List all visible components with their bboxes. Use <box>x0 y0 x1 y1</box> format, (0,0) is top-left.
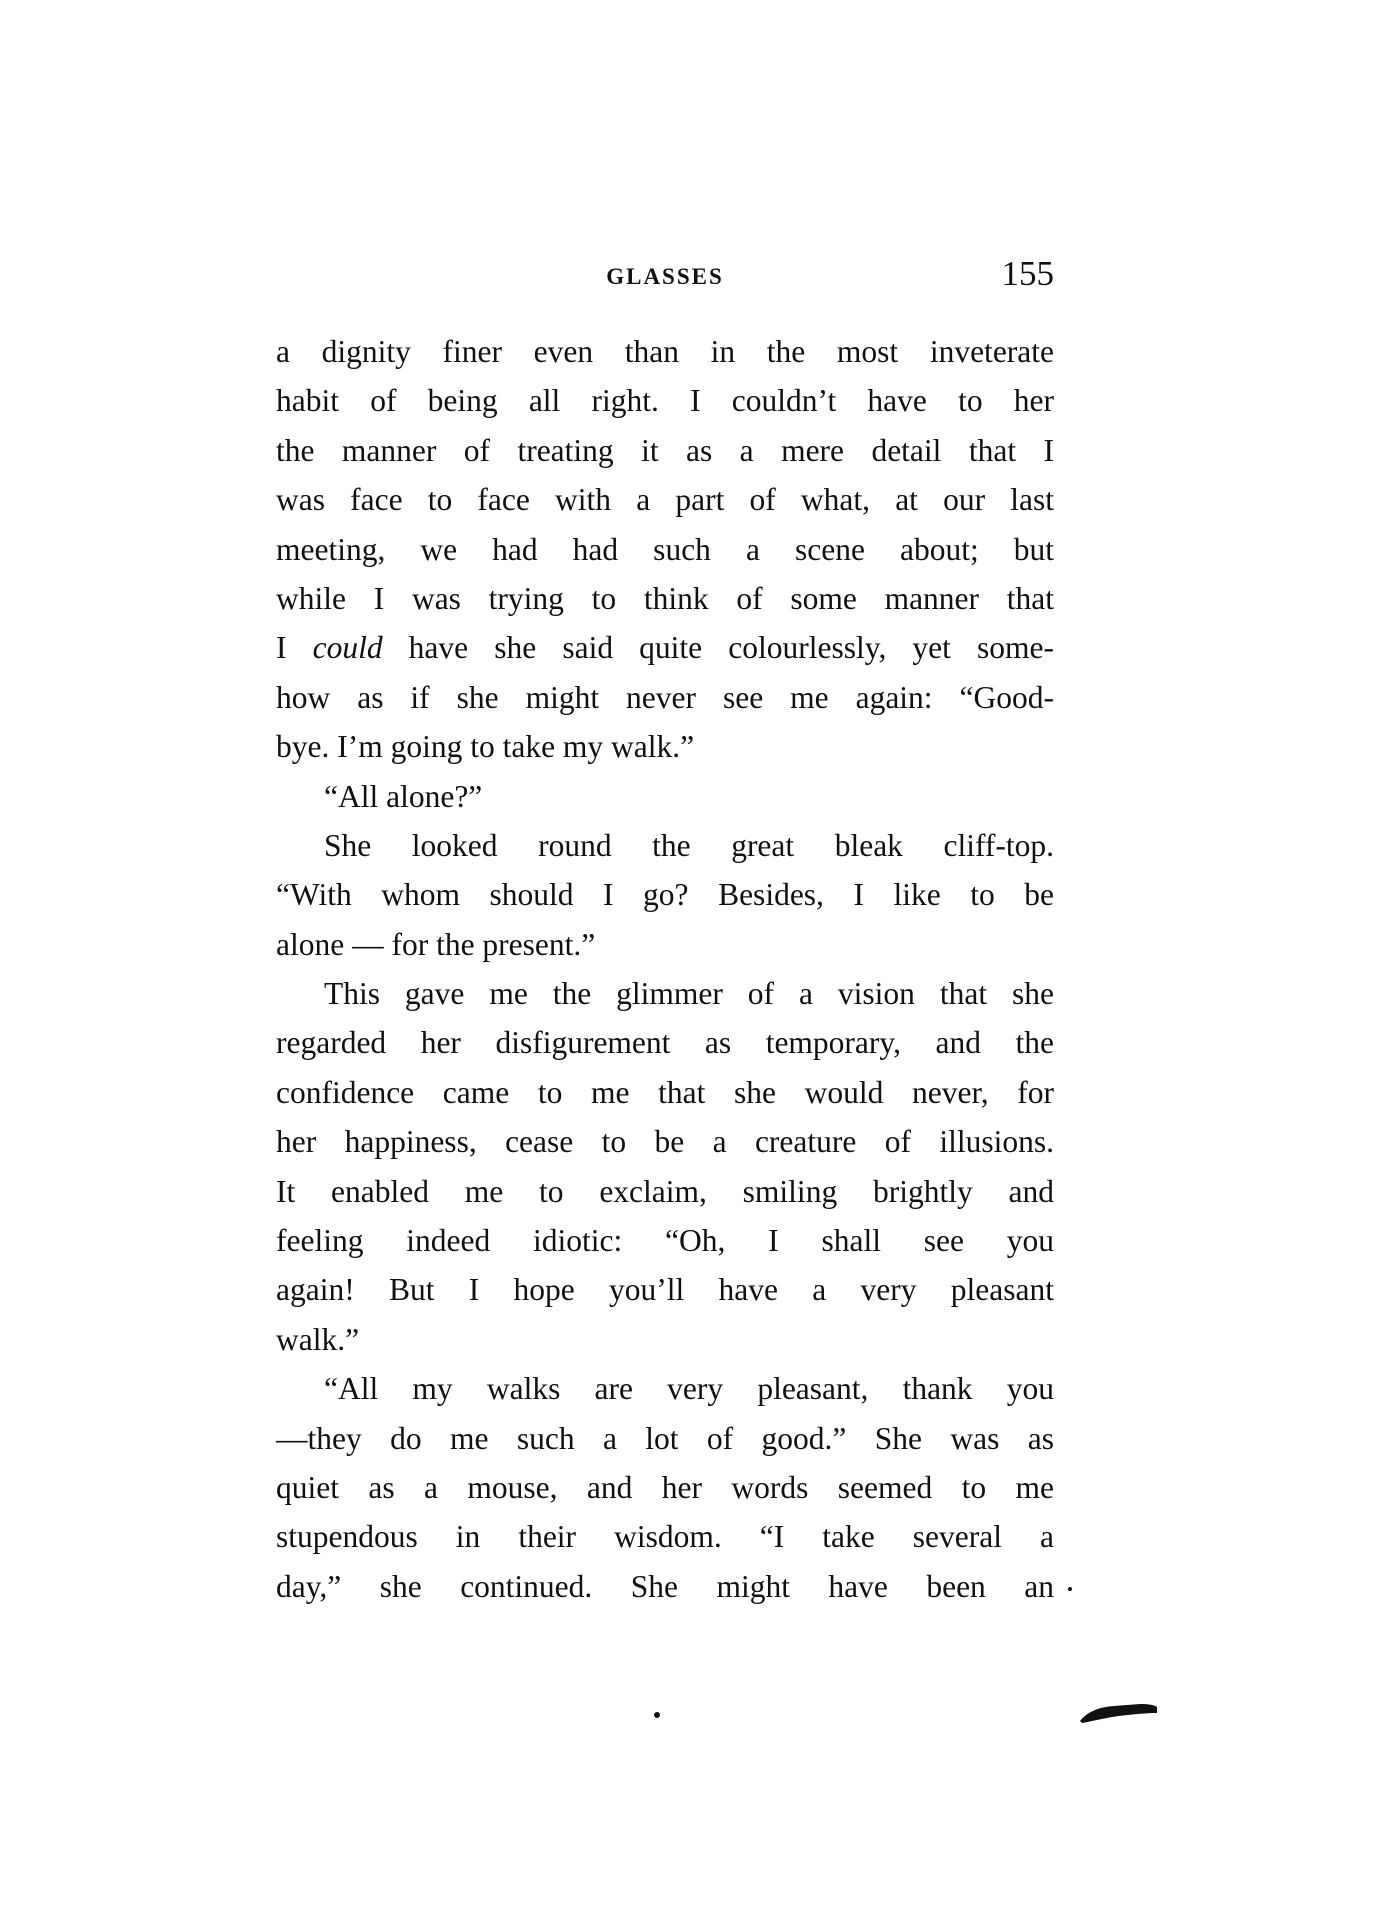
page-number: 155 <box>1001 254 1054 293</box>
text-line: feeling indeed idiotic: “Oh, I shall see you <box>276 1223 1054 1259</box>
text-line: walk.” <box>276 1321 360 1357</box>
text-line: “All alone?” <box>324 778 483 814</box>
italic-emphasis: could <box>312 630 383 666</box>
text-line: This gave me the glimmer of a vision that she <box>324 976 1054 1012</box>
text-line: day,” she continued. She might have been an <box>276 1568 1054 1604</box>
text-line: how as if she might never see me again: “Good- <box>276 679 1054 715</box>
running-head <box>276 254 1054 298</box>
body-text <box>276 327 1054 1611</box>
text-line: the manner of treating it as a mere detail that I <box>276 432 1054 468</box>
text-line: quiet as a mouse, and her words seemed to me <box>276 1469 1054 1505</box>
text-line: regarded her disfigurement as temporary, and the <box>276 1025 1054 1061</box>
text-line: It enabled me to exclaim, smiling brightly and <box>276 1173 1054 1209</box>
text-line: I could have she said quite colourlessly, yet some- <box>276 630 1054 666</box>
text-line: stupendous in their wisdom. “I take several a <box>276 1519 1054 1555</box>
text-line: bye. I’m going to take my walk.” <box>276 729 695 765</box>
text-line: was face to face with a part of what, at our last <box>276 482 1054 518</box>
text-line: —they do me such a lot of good.” She was as <box>276 1420 1054 1456</box>
text-line: confidence came to me that she would never, for <box>276 1074 1054 1110</box>
running-title: GLASSES <box>606 264 724 289</box>
text-line: a dignity finer even than in the most inveterate <box>276 334 1054 369</box>
text-line: again! But I hope you’ll have a very pleasant <box>276 1272 1054 1308</box>
text-line: habit of being all right. I couldn’t have to her <box>276 383 1054 419</box>
text-line: “With whom should I go? Besides, I like to be <box>276 877 1054 913</box>
text-line: alone — for the present.” <box>276 926 596 962</box>
text-line: meeting, we had had such a scene about; but <box>276 531 1054 567</box>
print-speck <box>1068 1587 1072 1591</box>
text-line: She looked round the great bleak cliff-top. <box>324 827 1054 863</box>
ink-blot-mark <box>1078 1701 1158 1723</box>
text-line: while I was trying to think of some manner that <box>276 580 1054 616</box>
text-line: “All my walks are very pleasant, thank you <box>324 1371 1054 1407</box>
text-line: her happiness, cease to be a creature of illusions. <box>276 1124 1054 1160</box>
print-speck <box>654 1712 660 1718</box>
